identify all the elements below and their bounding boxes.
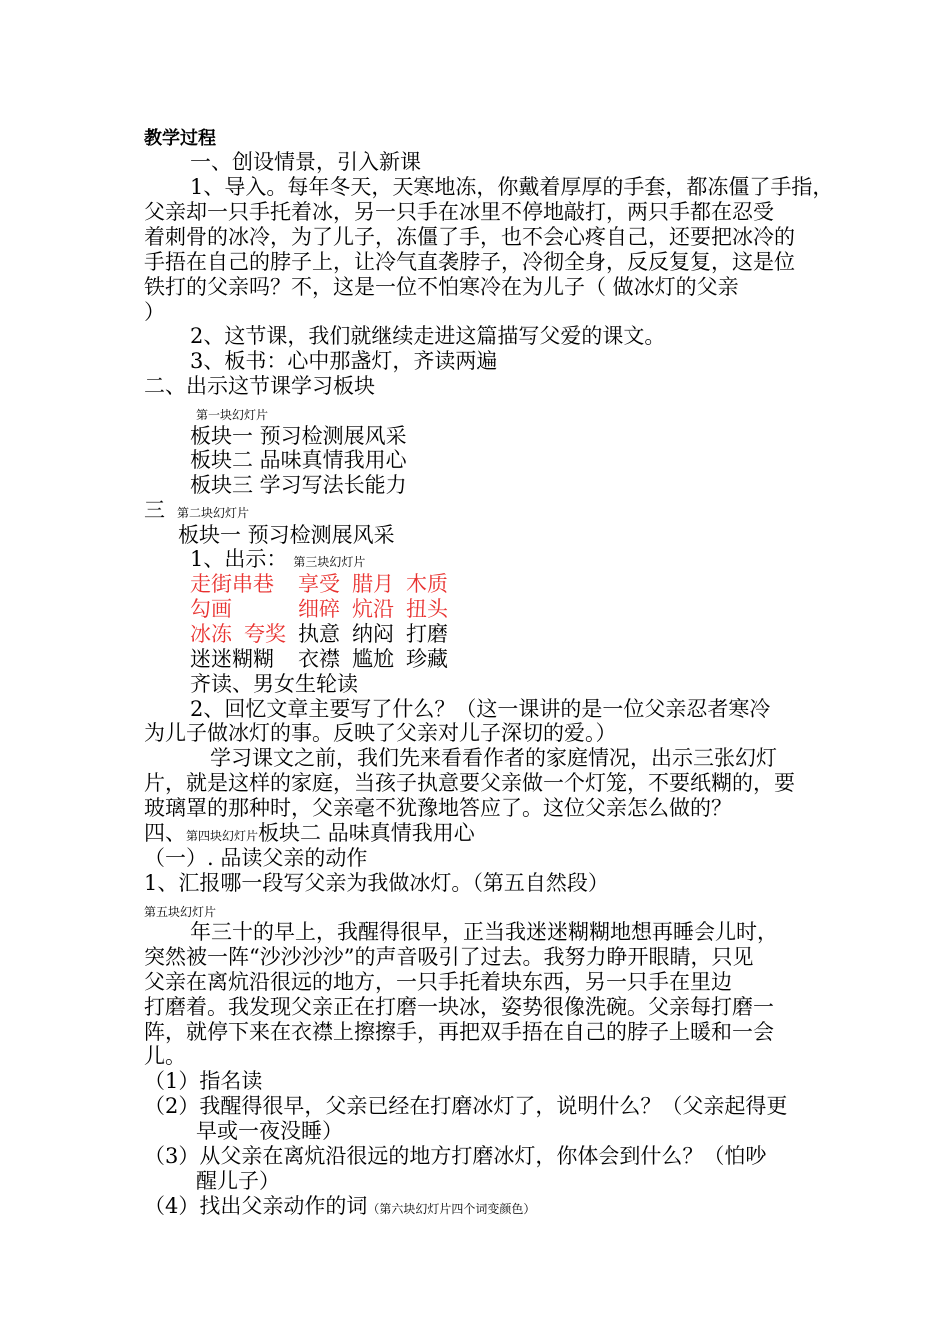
item-2-line-1: （2）我醒得很早，父亲已经在打磨冰灯了，说明什么？（父亲起得更 bbox=[144, 1094, 788, 1118]
intro-line-6: ） bbox=[144, 300, 165, 324]
passage-line-5: 阵，就停下来在衣襟上擦擦手，再把双手捂在自己的脖子上暖和一会 bbox=[144, 1020, 774, 1044]
item-4-text: （4）找出父亲动作的词 bbox=[144, 1194, 368, 1218]
vocab-row-1 bbox=[190, 572, 448, 597]
background-line-1: 学习课文之前，我们先来看看作者的家庭情况，出示三张幻灯 bbox=[210, 746, 777, 770]
subheading: （一）. 品读父亲的动作 bbox=[144, 846, 368, 870]
heading-3-number: 三 bbox=[144, 498, 165, 522]
task-1: 1、汇报哪一段写父亲为我做冰灯。（第五自然段） bbox=[144, 871, 609, 895]
vocab-word: 细碎 bbox=[298, 597, 340, 621]
intro-line-1: 1、导入。每年冬天，天寒地冻，你戴着厚厚的手套，都冻僵了手指， bbox=[190, 175, 834, 199]
vocab-word: 勾画 bbox=[190, 597, 232, 621]
item-3-line-2: 醒儿子） bbox=[196, 1169, 280, 1193]
slide-note-1: 第一块幻灯片 bbox=[196, 408, 269, 422]
vocab-word: 炕沿 bbox=[352, 597, 394, 621]
vocab-word: 冰冻 bbox=[190, 622, 232, 646]
vocab-row-2 bbox=[190, 597, 448, 622]
show-line bbox=[190, 547, 365, 575]
vocab-word: 木质 bbox=[406, 572, 448, 596]
paragraph-3: 3、板书：心中那盏灯，齐读两遍 bbox=[190, 349, 498, 373]
slide-note-2: 第二块幻灯片 bbox=[177, 506, 250, 520]
slide-note-4: 第四块幻灯片 bbox=[186, 829, 259, 843]
background-line-2: 片，就是这样的家庭，当孩子执意要父亲做一个灯笼，不要纸糊的，要 bbox=[144, 771, 795, 795]
block-item-1: 板块一 预习检测展风采 bbox=[190, 424, 407, 448]
intro-line-4: 手捂在自己的脖子上，让冷气直袭脖子，冷彻全身，反反复复，这是位 bbox=[144, 250, 795, 274]
vocab-row-3 bbox=[190, 622, 448, 647]
intro-line-5: 铁打的父亲吗？不，这是一位不怕寒冷在为儿子（ 做冰灯的父亲 bbox=[144, 275, 739, 299]
heading-3 bbox=[144, 498, 249, 526]
read-note: 齐读、男女生轮读 bbox=[190, 672, 358, 696]
item-1: （1）指名读 bbox=[144, 1069, 263, 1093]
block-item-3: 板块三 学习写法长能力 bbox=[190, 473, 407, 497]
vocab-row-4 bbox=[190, 647, 448, 672]
item-2-line-2: 早或一夜没睡） bbox=[196, 1119, 343, 1143]
vocab-word: 扭头 bbox=[406, 597, 448, 621]
section-title: 教学过程 bbox=[144, 128, 216, 149]
passage-line-1: 年三十的早上，我醒得很早，正当我迷迷糊糊地想再睡会儿时， bbox=[190, 920, 778, 944]
vocab-word: 享受 bbox=[298, 572, 340, 596]
block-item-2: 板块二 品味真情我用心 bbox=[190, 448, 407, 472]
question-2-line-1: 2、回忆文章主要写了什么？（这一课讲的是一位父亲忍者寒冷 bbox=[190, 697, 771, 721]
intro-line-2: 父亲却一只手托着冰，另一只手在冰里不停地敲打，两只手都在忍受 bbox=[144, 200, 774, 224]
paragraph-2: 2、这节课，我们就继续走进这篇描写父爱的课文。 bbox=[190, 324, 666, 348]
vocab-word: 尴尬 bbox=[352, 647, 394, 671]
passage-line-2: 突然被一阵“沙沙沙沙”的声音吸引了过去。我努力睁开眼睛，只见 bbox=[144, 945, 754, 969]
item-4 bbox=[144, 1194, 535, 1222]
heading-4 bbox=[144, 821, 475, 849]
vocab-word: 执意 bbox=[298, 622, 340, 646]
heading-1: 一、创设情景，引入新课 bbox=[190, 150, 421, 174]
vocab-word: 衣襟 bbox=[298, 647, 340, 671]
vocab-word: 迷迷糊糊 bbox=[190, 647, 274, 671]
item-3-line-1: （3）从父亲在离炕沿很远的地方打磨冰灯，你体会到什么？（怕吵 bbox=[144, 1144, 767, 1168]
slide-note-5: 第五块幻灯片 bbox=[144, 905, 217, 919]
passage-line-6: 儿。 bbox=[144, 1044, 186, 1068]
passage-line-3: 父亲在离炕沿很远的地方，一只手托着块东西，另一只手在里边 bbox=[144, 970, 732, 994]
slide-note-6: （第六块幻灯片四个词变颜色） bbox=[367, 1202, 536, 1216]
intro-line-3: 着刺骨的冰冷，为了儿子，冻僵了手，也不会心疼自己，还要把冰冷的 bbox=[144, 225, 795, 249]
show-label: 1、出示： bbox=[190, 547, 288, 571]
passage-line-4: 打磨着。我发现父亲正在打磨一块冰，姿势很像洗碗。父亲每打磨一 bbox=[144, 995, 774, 1019]
vocab-word: 打磨 bbox=[406, 622, 448, 646]
vocab-word: 夸奖 bbox=[244, 622, 286, 646]
vocab-word: 纳闷 bbox=[352, 622, 394, 646]
heading-2: 二、出示这节课学习板块 bbox=[144, 374, 375, 398]
vocab-word: 走街串巷 bbox=[190, 572, 274, 596]
background-line-3: 玻璃罩的那种时，父亲毫不犹豫地答应了。这位父亲怎么做的？ bbox=[144, 796, 732, 820]
block-two-title: 板块二 品味真情我用心 bbox=[258, 821, 475, 845]
vocab-word: 珍藏 bbox=[406, 647, 448, 671]
heading-4-number: 四、 bbox=[144, 821, 186, 845]
slide-note-3: 第三块幻灯片 bbox=[293, 555, 366, 569]
vocab-word: 腊月 bbox=[352, 572, 394, 596]
question-2-line-2: 为儿子做冰灯的事。反映了父亲对儿子深切的爱。） bbox=[144, 721, 617, 745]
block-one-title: 板块一 预习检测展风采 bbox=[178, 523, 395, 547]
